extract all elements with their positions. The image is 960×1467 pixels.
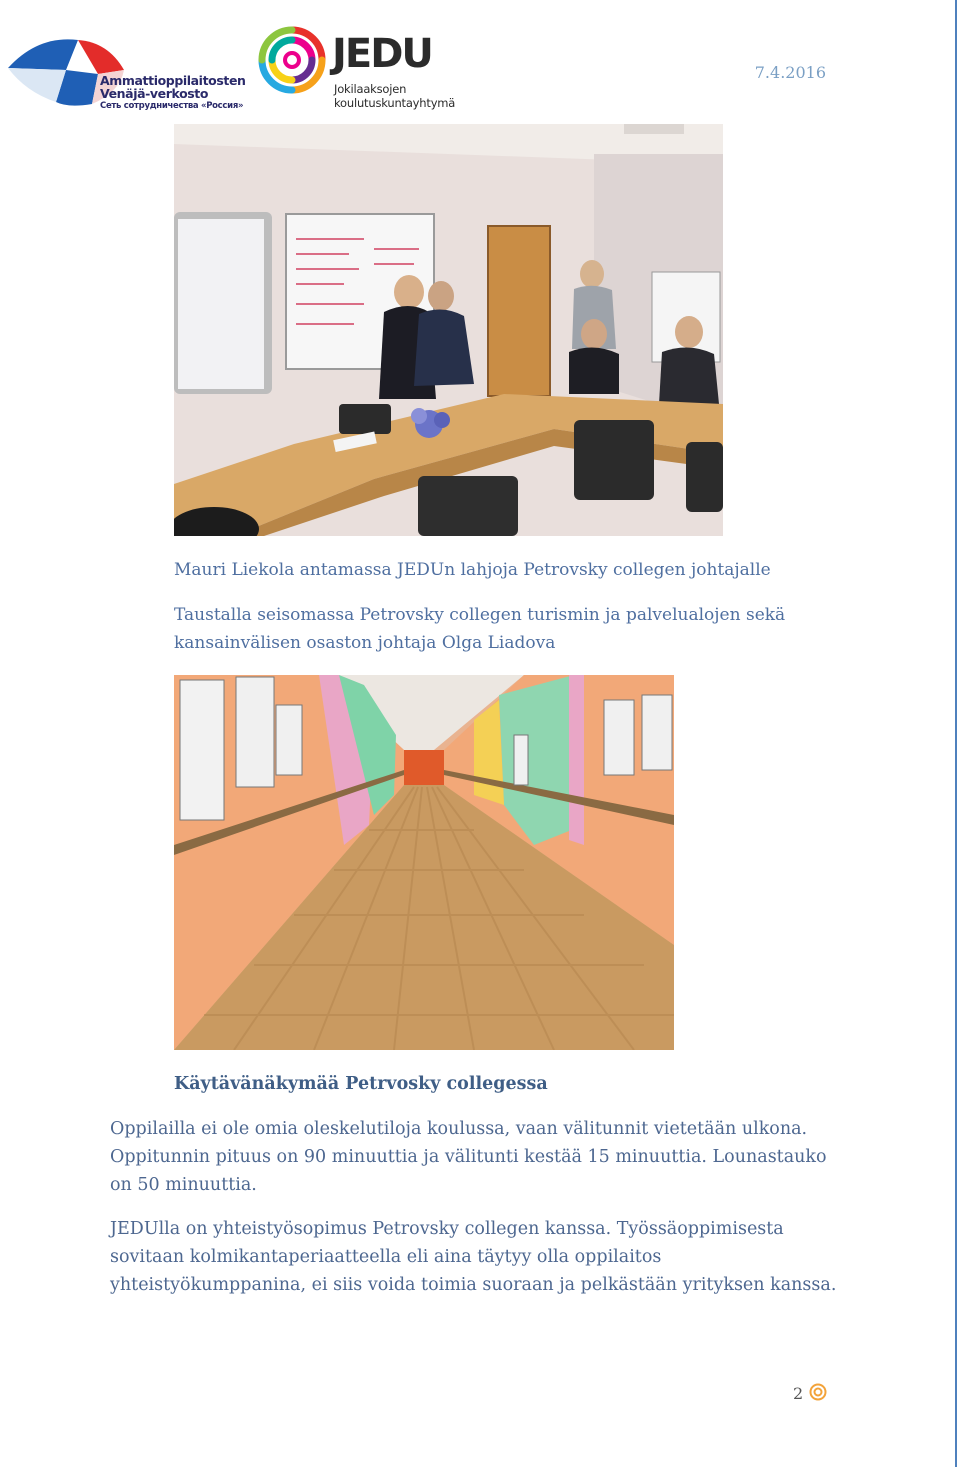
jedu-logo-sub2: koulutuskuntayhtymä bbox=[334, 96, 456, 110]
ammatti-logo-line3: Сеть сотрудничества «Россия» bbox=[100, 101, 244, 111]
body-paragraph-1: Oppilailla ei ole omia oleskelutiloja koulussa, vaan välitunnit vietetään ulkona. Oppitunnin pituus on 90 minuuttia ja välitunti kestää 15 minuuttia. Lounastauko on 50 minuuttia. bbox=[110, 1119, 827, 1195]
ammatti-logo-line1: Ammattioppilaitosten bbox=[100, 73, 246, 88]
jedu-logo bbox=[256, 24, 476, 114]
ammatti-logo-line2: Venäjä-verkosto bbox=[100, 86, 209, 101]
page-edge-line bbox=[955, 0, 957, 1467]
header-date: 7.4.2016 bbox=[754, 63, 826, 82]
corridor-photo bbox=[174, 675, 674, 1050]
photo2-caption: Käytävänäkymää Petrvosky collegessa bbox=[174, 1074, 548, 1094]
meeting-room-photo bbox=[174, 124, 723, 536]
photo1-caption-b: Taustalla seisomassa Petrovsky collegen turismin ja palvelualojen sekä kansainvälisen osaston johtaja Olga Liadova bbox=[174, 605, 786, 653]
page-number: 2 bbox=[793, 1384, 804, 1403]
ammattioppilaitosten-logo bbox=[8, 30, 246, 111]
jedu-logo-sub1: Jokilaaksojen bbox=[334, 82, 407, 96]
jedu-logo-word: JEDU bbox=[332, 31, 432, 77]
photo1-caption-a: Mauri Liekola antamassa JEDUn lahjoja Petrovsky collegen johtajalle bbox=[174, 560, 771, 580]
page-number-ornament-icon bbox=[809, 1383, 827, 1401]
body-paragraph-2: JEDUlla on yhteistyösopimus Petrovsky collegen kanssa. Työssäoppimisesta sovitaan kolmikantaperiaatteella eli aina täytyy olla oppilaitos yhteistyökumppanina, ei siis voida toimia suoraan ja pelkästään yrityksen kanssa. bbox=[110, 1219, 837, 1295]
jedu-swirl-icon bbox=[256, 24, 328, 96]
